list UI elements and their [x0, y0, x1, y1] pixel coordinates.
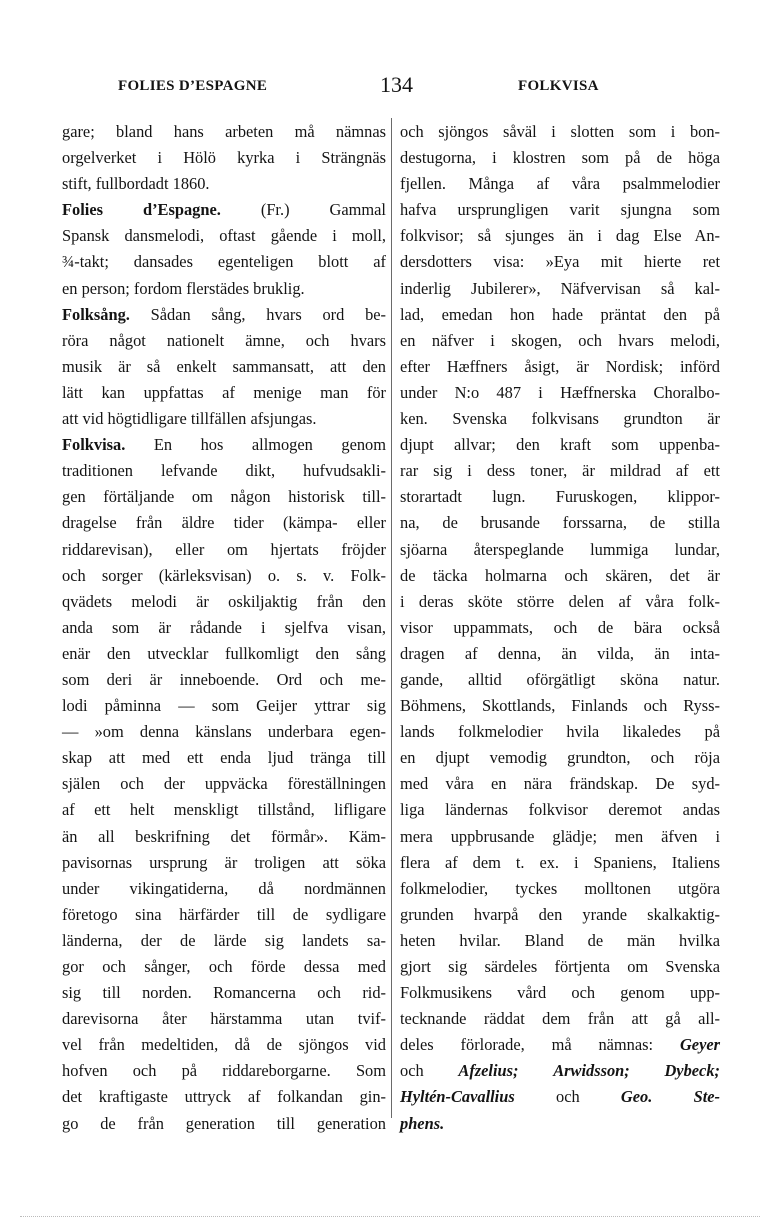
- text-line: af ett helt menskligt tillstånd, lifligare: [62, 800, 386, 820]
- name-italic: Afzelius;: [458, 1061, 519, 1081]
- column-divider: [391, 118, 392, 1118]
- text-line: lätt kan uppfattas af menige man för: [62, 382, 386, 402]
- text-line: en näfver i skogen, och hvars melodi,: [400, 330, 720, 350]
- text-line: att vid högtidligare tillfällen afsjungas.: [62, 409, 317, 429]
- text-line: sjöarna återspeglande lummiga lundar,: [400, 539, 720, 559]
- right-column: [400, 119, 720, 1137]
- text-line: en person; fordom flerstädes bruklig.: [62, 278, 305, 298]
- text-line: gare; bland hans arbeten må nämnas: [62, 122, 386, 141]
- text-line: anda som är rådande i sjelfva visan,: [62, 617, 386, 637]
- text-line: under N:o 487 i Hæffnerska Choralbo-: [400, 382, 720, 402]
- text-line: Folksång. Sådan sång, hvars ord be-: [62, 304, 386, 324]
- text-line: grunden hvarpå den yrande skalkaktig-: [400, 904, 720, 924]
- text-line: skap att med ett enda ljud tränga till: [62, 748, 386, 768]
- text-line: Böhmens, Skottlands, Finlands och Ryss-: [400, 696, 720, 716]
- text-line: gor och sånger, och förde dessa med: [62, 957, 386, 976]
- text-line: na, de brusande forssarna, de stilla: [400, 513, 720, 533]
- text-line: djupt allvar; den kraft som uppenba-: [400, 435, 720, 455]
- text-line: orgelverket i Hölö kyrka i Strängnäs: [62, 148, 386, 168]
- text-line: under vikingatiderna, då nordmännen: [62, 878, 386, 898]
- text-line: rar sig i dess toner, är mildrad af ett: [400, 461, 720, 481]
- text-line: — »om denna känslans underbara egen-: [62, 722, 386, 742]
- text-line: och Afzelius; Arwidsson; Dybeck;: [400, 1061, 720, 1081]
- text-line: deles förlorade, må nämnas: Geyer: [400, 1035, 720, 1055]
- text-line: gjort sig särdeles förtjenta om Svenska: [400, 957, 720, 976]
- text-line: qvädets melodi är oskiljaktig från den: [62, 591, 386, 611]
- text-line: stift, fullbordadt 1860.: [62, 174, 210, 194]
- text-line: ken. Svenska folkvisans grundton är: [400, 409, 720, 429]
- text-line: dragen af denna, än vilda, än inta-: [400, 643, 720, 663]
- text-line: darevisorna åter härstamma utan tvif-: [62, 1009, 386, 1029]
- name-italic: Ste-: [693, 1087, 720, 1107]
- text-line: inderlig Jubilerer», Näfvervisan så kal-: [400, 278, 720, 298]
- text-line: själen och der uppväcka föreställningen: [62, 774, 386, 794]
- text-line: lands folkmelodier hvila likaledes på: [400, 722, 720, 742]
- text-line: [400, 1111, 720, 1137]
- running-head-right: FOLKVISA: [518, 78, 599, 94]
- text-line: med våra en nära frändskap. De syd-: [400, 774, 720, 794]
- text-line: länderna, der de lärde sig landets sa-: [62, 930, 386, 950]
- text-line: Spansk dansmelodi, oftast gående i moll,: [62, 226, 386, 246]
- text-line: pavisornas ursprung är troligen att söka: [62, 852, 386, 872]
- text-line: vel från medeltiden, då de sjöngos vid: [62, 1035, 386, 1055]
- text-line: flera af dem t. ex. i Spaniens, Italiens: [400, 852, 720, 872]
- text-line: musik är så enkelt sammansatt, att den: [62, 356, 386, 376]
- text-line: företogo sina härfärder till de sydligare: [62, 904, 386, 924]
- text-line: gen förtäljande om någon historisk till-: [62, 487, 386, 507]
- text-line: Folkmusikens vård och genom upp-: [400, 983, 720, 1003]
- text-line: än all beskrifning det förmår». Käm-: [62, 826, 386, 846]
- text-line: destugorna, i klostren som på de höga: [400, 148, 720, 168]
- page-number: 134: [380, 72, 413, 97]
- text-line: ¾-takt; dansades egenteligen blott af: [62, 252, 386, 272]
- page-edge: [20, 1216, 760, 1218]
- text-line: i deras sköte större delen af våra folk-: [400, 591, 720, 611]
- name-italic: phens.: [400, 1113, 445, 1133]
- running-head-left: FOLIES D’ESPAGNE: [118, 78, 268, 94]
- text-line: Folkvisa. En hos allmogen genom: [62, 435, 386, 455]
- text-line: lodi påminna — som Geijer yttrar sig: [62, 696, 386, 716]
- text-line: lad, emedan hon hade präntat den på: [400, 304, 720, 324]
- name-italic: Geo.: [620, 1087, 653, 1107]
- text-line: liga ländernas folkvisor deremot andas: [400, 800, 720, 820]
- page-header: [0, 72, 784, 102]
- text-line: storartadt lugn. Furuskogen, klippor-: [400, 487, 720, 507]
- left-column: [62, 119, 386, 1137]
- text-line: Folies d’Espagne. (Fr.) Gammal: [62, 200, 386, 220]
- text-line: hafva ursprungligen varit sjungna som: [400, 200, 720, 220]
- name-italic: Dybeck;: [664, 1061, 720, 1081]
- text-line: som deri är inneboende. Ord och me-: [62, 669, 386, 689]
- text-line: go de från generation till generation: [62, 1113, 386, 1133]
- text-line: folkvisor; så sjunges än i dag Else An-: [400, 226, 720, 246]
- text-line: Hyltén-Cavallius och Geo. Ste-: [400, 1087, 720, 1107]
- text-line: en djupt vemodig grundton, och röja: [400, 748, 720, 768]
- text-line: och sorger (kärleksvisan) o. s. v. Folk-: [62, 565, 386, 585]
- text-line: folkmelodier, tyckes molltonen utgöra: [400, 878, 720, 898]
- text-line: röra något nationelt ämne, och hvars: [62, 330, 386, 350]
- name-italic: Geyer: [679, 1035, 720, 1055]
- text-line: gande, alltid oförgätligt sköna natur.: [400, 669, 720, 689]
- text-line: heten hvilar. Bland de män hvilka: [400, 930, 720, 950]
- text-line: mera uppbrusande glädje; men äfven i: [400, 826, 720, 846]
- text-line: traditionen lefvande dikt, hufvudsakli-: [62, 461, 386, 481]
- headword: Folksång.: [62, 304, 130, 324]
- text-line: visor uppammats, och de bära också: [400, 617, 720, 637]
- text-line: de täcka holmarna och skären, det är: [400, 565, 720, 585]
- text-line: dragelse från äldre tider (kämpa- eller: [62, 513, 386, 533]
- name-italic: Arwidsson;: [553, 1061, 630, 1081]
- text-line: efter Hæffners åsigt, är Nordisk; införd: [400, 356, 720, 376]
- text-line: och sjöngos såväl i slotten som i bon-: [400, 122, 720, 141]
- text-line: riddarevisan), eller om hjertats fröjder: [62, 539, 386, 559]
- text-line: hofven och på riddareborgarne. Som: [62, 1061, 386, 1081]
- text-line: tecknande räddat dem från att gå all-: [400, 1009, 720, 1029]
- text-line: dersdotters visa: »Eya mit hierte ret: [400, 252, 720, 272]
- text-line: fjellen. Många af våra psalmmelodier: [400, 174, 720, 194]
- text-line: sig till norden. Romancerna och rid-: [62, 983, 386, 1003]
- headword: Folies d’Espagne.: [62, 200, 221, 220]
- headword: Folkvisa.: [62, 435, 126, 455]
- text-line: enär den utvecklar fullkomligt den sång: [62, 643, 386, 663]
- text-line: det kraftigaste uttryck af folkandan gin-: [62, 1087, 386, 1107]
- name-italic: Hyltén-Cavallius: [400, 1087, 515, 1107]
